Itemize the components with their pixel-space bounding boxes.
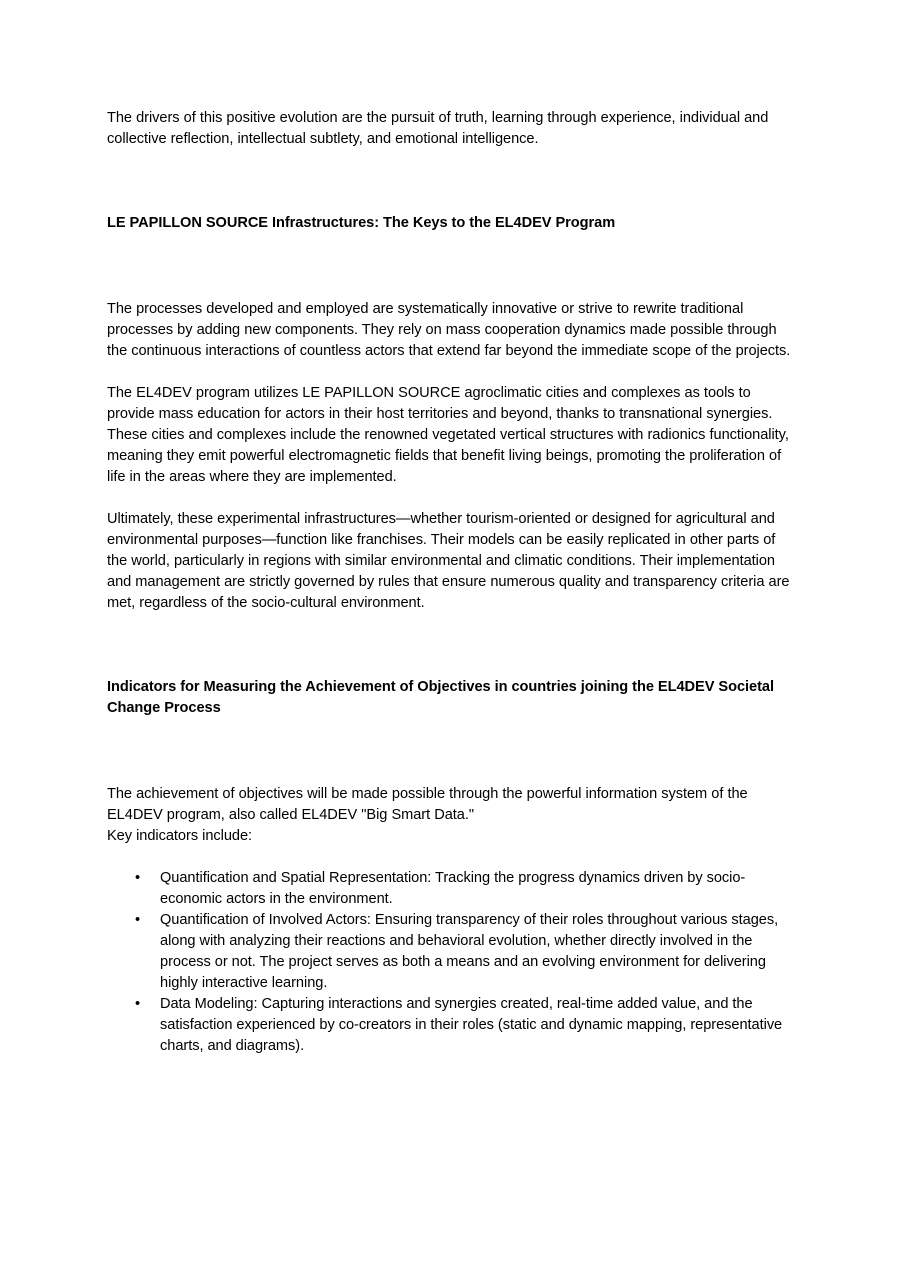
paragraph-experimental-infrastructures: Ultimately, these experimental infrastructures—whether tourism-oriented or designed for agricultural and environmental purposes—function like franchises. Their models can be easily replicated in other parts of the world, particularly in regions with similar environmental and climatic conditions. Their implementation and management are strictly governed by rules that ensure numerous quality and transparency criteria are met, regardless of the socio-cultural environment. [107, 510, 790, 611]
bullet-point-icon: • [135, 995, 141, 1012]
spacer-before-heading-1 [107, 150, 793, 213]
paragraph-achievement-line-1: The achievement of objectives will be made possible through the powerful information system of the EL4DEV program, also called EL4DEV "Big Smart Data." [107, 785, 748, 823]
spacer-before-list [107, 847, 793, 868]
spacer-before-heading-2 [107, 614, 793, 677]
bullet-quantification-actors [107, 910, 793, 994]
paragraph-processes: The processes developed and employed are systematically innovative or strive to rewrite traditional processes by adding new components. They rely on mass cooperation dynamics made possible through the continuous interactions of countless actors that extend far beyond the immediate scope of the projects. [107, 300, 791, 359]
bullet-point-icon: • [135, 911, 141, 928]
intro-paragraph: The drivers of this positive evolution are the pursuit of truth, learning through experience, individual and collective reflection, intellectual subtlety, and emotional intelligence. [107, 110, 769, 147]
bullet-point-icon: • [135, 869, 141, 886]
paragraph-achievement-line-2: Key indicators include: [107, 827, 253, 844]
bullet-data-modeling [107, 994, 793, 1057]
heading-indicators: Indicators for Measuring the Achievement of Objectives in countries joining the EL4DEV Societal Change Process [107, 678, 774, 716]
spacer-after-heading-2 [107, 720, 793, 784]
key-indicators-list [107, 868, 793, 1057]
heading-le-papillon-source: LE PAPILLON SOURCE Infrastructures: The Keys to the EL4DEV Program [107, 215, 616, 231]
list-item-text: Data Modeling: Capturing interactions and synergies created, real-time added value, and the satisfaction experienced by co-creators in their roles (static and dynamic mapping, representative charts, and diagrams). [160, 995, 783, 1054]
bullet-quantification-spatial [107, 868, 793, 910]
list-item-text: Quantification and Spatial Representation: Tracking the progress dynamics driven by socio-economic actors in the environment. [160, 869, 746, 907]
spacer-after-heading-1 [107, 235, 793, 299]
spacer-paragraph-1 [107, 362, 793, 383]
paragraph-el4dev-program: The EL4DEV program utilizes LE PAPILLON SOURCE agroclimatic cities and complexes as tools to provide mass education for actors in their host territories and beyond, thanks to transnational synergies. These cities and complexes include the renowned vegetated vertical structures with radionics functionality, meaning they emit powerful electromagnetic fields that benefit living beings, promoting the proliferation of life in the areas where they are implemented. [107, 384, 789, 485]
document-body [107, 108, 793, 1057]
spacer-paragraph-2 [107, 488, 793, 509]
list-item-text: Quantification of Involved Actors: Ensuring transparency of their roles throughout various stages, along with analyzing their reactions and behavioral evolution, whether directly involved in the process or not. The project serves as both a means and an evolving environment for delivering highly interactive learning. [160, 911, 779, 991]
